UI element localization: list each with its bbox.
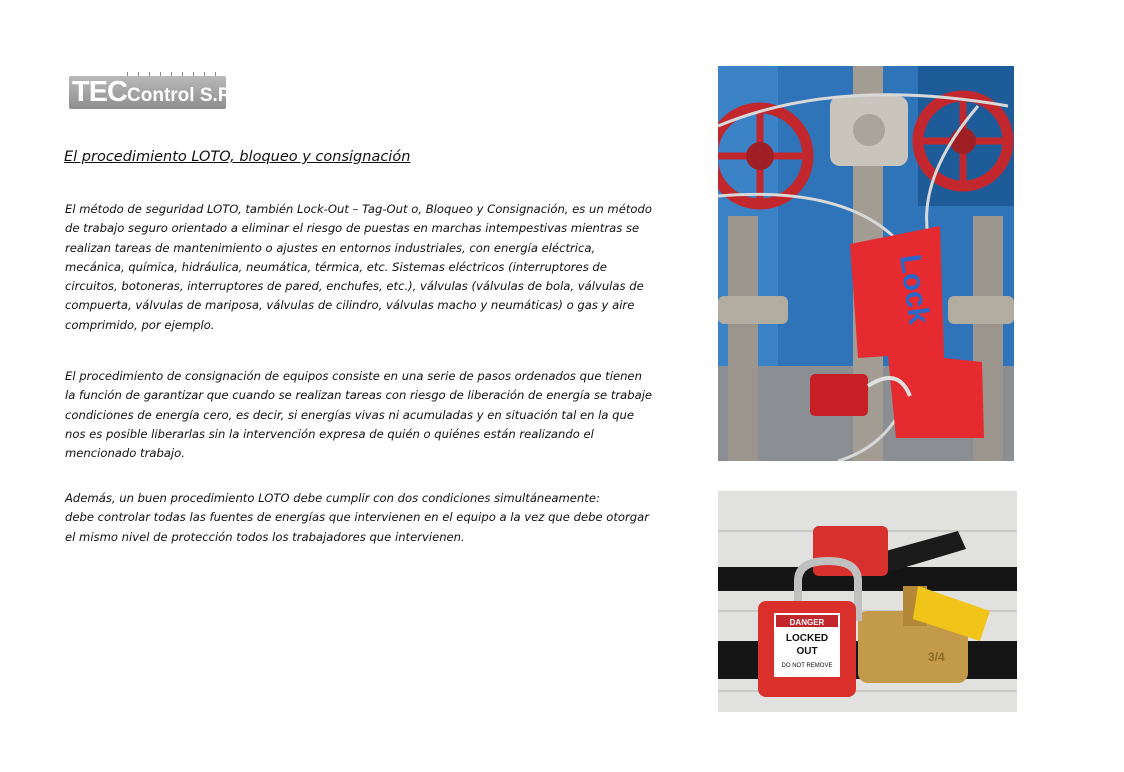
lockout-brand-label: Lock <box>893 252 936 327</box>
logo-text-tec: TEC <box>72 76 127 108</box>
conditions-intro: Además, un buen procedimiento LOTO debe cumplir con dos condiciones simultáneamente: <box>65 491 600 505</box>
padlock-danger-label: DANGER <box>789 618 825 627</box>
valve-lockout-photo <box>718 66 1014 461</box>
valve-lockout-illustration <box>718 66 1014 461</box>
paragraph-consignment-procedure: El procedimiento de consignación de equipos consiste en una serie de pasos ordenados que tienen la función de garantizar que cuando se realizan tareas con riesgo de liberación de energía se trabaje condiciones de energía cero, es decir, si energías vivas ni acumuladas y en situación tal en la que nos es posible liberarlas sin la intervención expresa de quién o quiénes están realizando el mencionado trabajo. <box>65 369 653 461</box>
padlock-out-label: OUT <box>796 646 818 657</box>
company-logo <box>69 72 254 109</box>
valve-size-marking: 3/4 <box>928 650 945 664</box>
conditions-body: debe controlar todas las fuentes de energías que intervienen en el equipo a la vez que debe otorgar el mismo nivel de protección todos los trabajadores que intervienen. <box>65 510 649 544</box>
paragraph-conditions <box>65 489 655 547</box>
padlock-valve-illustration <box>718 491 1017 712</box>
padlock-do-not-remove-label: DO NOT REMOVE <box>781 663 833 669</box>
logo-text-c: C <box>127 85 141 106</box>
logo-text <box>72 78 254 107</box>
padlock-locked-label: LOCKED <box>785 633 829 644</box>
paragraph-loto-method: El método de seguridad LOTO, también Lock-Out – Tag-Out o, Bloqueo y Consignación, es un método de trabajo seguro orientado a eliminar el riesgo de puestas en marchas intempestivas mientras se realizan tareas de mantenimiento o ajustes en entornos industriales, con energía eléctrica, mecánica, química, hidráulica, neumática, térmica, etc. Sistemas eléctricos (interruptores de circuitos, botoneras, interruptores de pared, enchufes, etc.), válvulas (válvulas de bola, válvulas de compuerta, válvulas de mariposa, válvulas de cilindro, válvulas macho y neumáticas) o gas y aire comprimido, por ejemplo. <box>65 202 652 332</box>
padlock-valve-photo <box>718 491 1017 712</box>
logo-text-rest: ontrol S.R.L. <box>140 85 254 106</box>
document-title: El procedimiento LOTO, bloqueo y consignación <box>64 149 411 165</box>
